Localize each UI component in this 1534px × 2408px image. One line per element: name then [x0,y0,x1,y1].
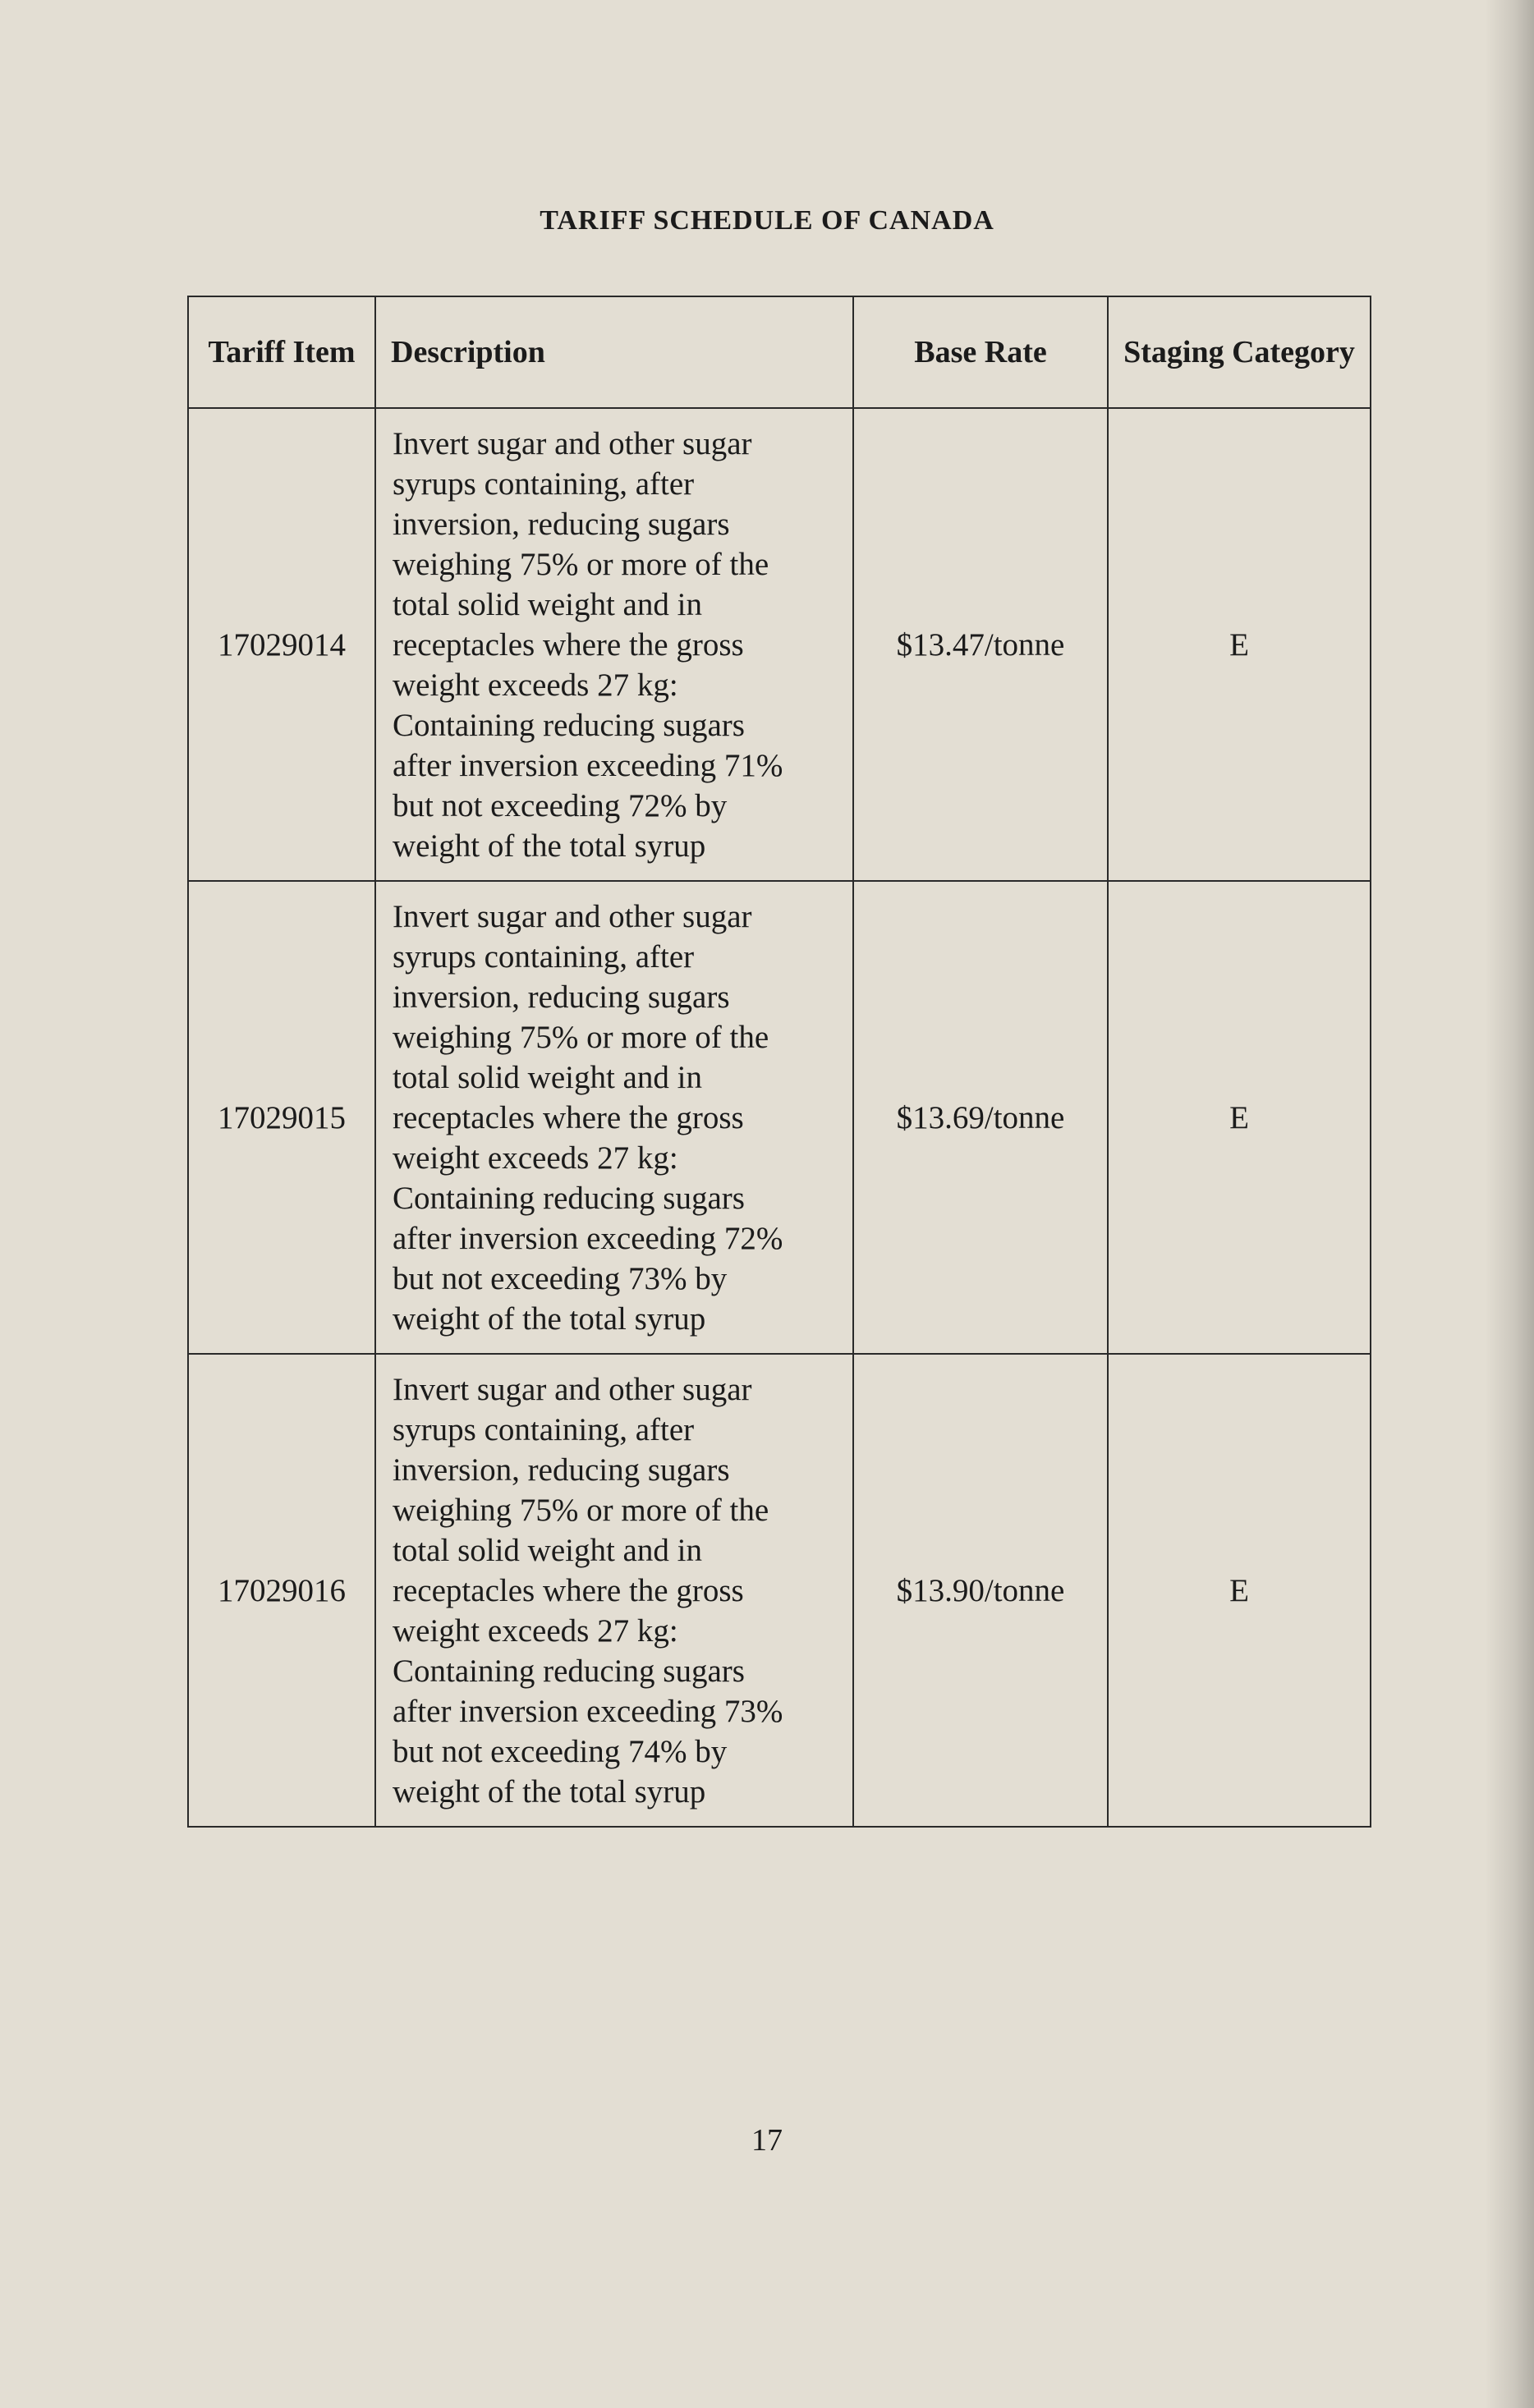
description-text: Invert sugar and other sugar syrups containing, after inversion, reducing sugars weighing 75% or more of the total solid weight and in receptacles where the gross weight exceeds 27 kg: Containing reducing sugars after inversion exceeding 71% but not exceeding 72% by weight of the total syrup [393,425,783,864]
staging-category-cell: E [1108,1354,1371,1827]
header-tariff-item: Tariff Item [188,296,375,408]
tariff-item-cell: 17029014 [188,408,375,881]
tariff-item-cell: 17029016 [188,1354,375,1827]
table-row [188,881,1371,1354]
header-base-rate: Base Rate [853,296,1108,408]
table-row [188,1354,1371,1827]
page-edge-shadow [1485,0,1534,2408]
table-row [188,408,1371,881]
description-text: Invert sugar and other sugar syrups containing, after inversion, reducing sugars weighing 75% or more of the total solid weight and in receptacles where the gross weight exceeds 27 kg: Containing reducing sugars after inversion exceeding 72% but not exceeding 73% by weight of the total syrup [393,898,783,1337]
base-rate-cell: $13.69/tonne [853,881,1108,1354]
staging-category-cell: E [1108,408,1371,881]
header-staging-category: Staging Category [1108,296,1371,408]
document-title: TARIFF SCHEDULE OF CANADA [540,205,994,236]
description-text: Invert sugar and other sugar syrups containing, after inversion, reducing sugars weighing 75% or more of the total solid weight and in receptacles where the gross weight exceeds 27 kg: Containing reducing sugars after inversion exceeding 73% but not exceeding 74% by weight of the total syrup [393,1371,783,1809]
staging-category-cell: E [1108,881,1371,1354]
description-cell [375,1354,853,1827]
header-description: Description [375,296,853,408]
tariff-table [187,296,1371,1828]
base-rate-cell: $13.90/tonne [853,1354,1108,1827]
page-number: 17 [751,2123,783,2158]
base-rate-cell: $13.47/tonne [853,408,1108,881]
tariff-item-cell: 17029015 [188,881,375,1354]
description-cell [375,881,853,1354]
table-header-row [188,296,1371,408]
description-cell [375,408,853,881]
